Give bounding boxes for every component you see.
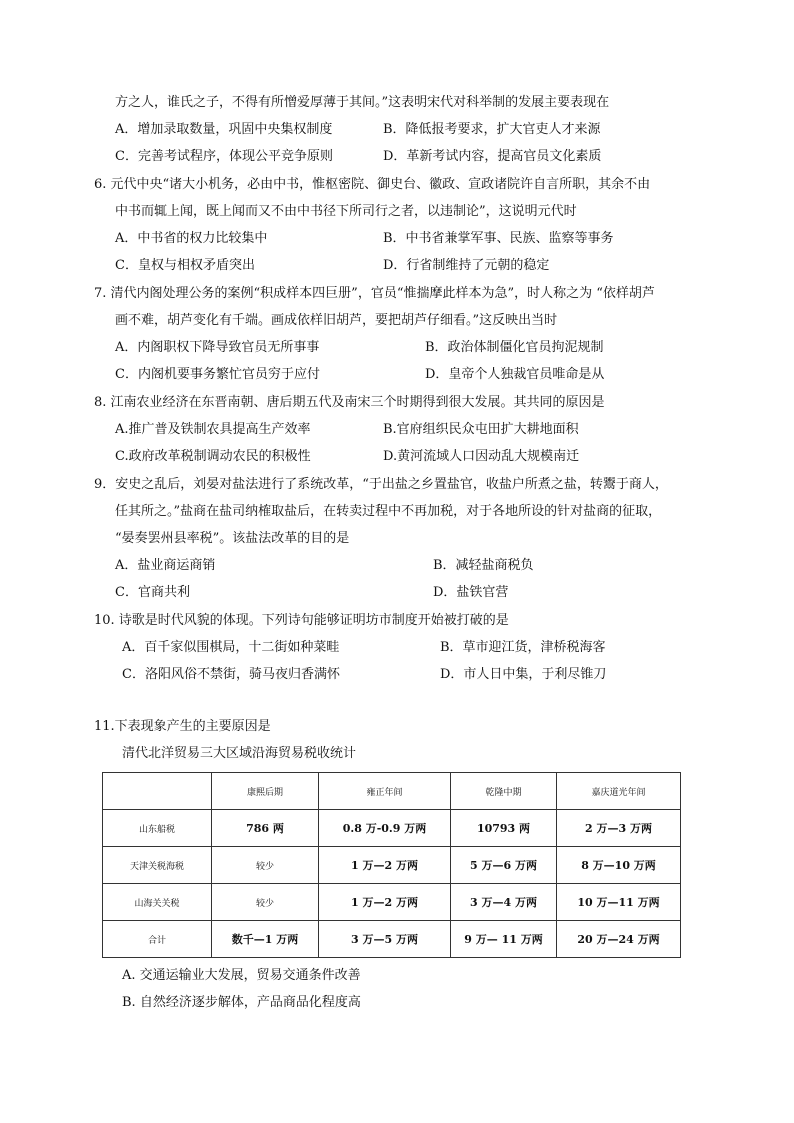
q7-stem-line1: 7. 清代内阁处理公务的案例“积成样本四巨册”，官员“惟揣摩此样本为急”，时人称之为 “依样胡芦 [94, 286, 655, 301]
table-cell: 786 两 [212, 810, 319, 847]
q5-option-a: A．增加录取数量，巩固中央集权制度 [115, 122, 333, 137]
q7-option-c: C．内阁机要事务繁忙官员穷于应付 [115, 367, 320, 382]
table-cell: 0.8 万-0.9 万两 [319, 810, 451, 847]
table-cell: 较少 [212, 884, 319, 921]
table-cell: 3 万—4 万两 [451, 884, 557, 921]
table-cell: 2 万—3 万两 [557, 810, 681, 847]
table-row [103, 810, 681, 847]
table-cell: 10793 两 [451, 810, 557, 847]
table-cell: 3 万—5 万两 [319, 921, 451, 958]
header-cell-qianlong: 乾隆中期 [451, 773, 557, 810]
q6-option-c: C．皇权与相权矛盾突出 [115, 258, 255, 273]
q7-option-d: D．皇帝个人独裁官员唯命是从 [425, 367, 605, 382]
table-header-row [103, 773, 681, 810]
table-cell: 较少 [212, 847, 319, 884]
table-cell: 1 万—2 万两 [319, 884, 451, 921]
q5-option-b: B．降低报考要求，扩大官吏人才来源 [383, 122, 601, 137]
q6-stem-line2: 中书而辄上闻，既上闻而又不由中书径下所司行之者，以违制论”，这说明元代时 [115, 204, 577, 219]
q9-stem-line2: 任其所之。”盐商在盐司纳榷取盐后，在转卖过程中不再加税，对于各地所设的针对盐商的征取， [115, 504, 662, 519]
table-cell: 9 万— 11 万两 [451, 921, 557, 958]
q8-option-a: A.推广普及铁制农具提高生产效率 [115, 422, 311, 437]
q10-option-d: D．市人日中集，于利尽锥刀 [440, 667, 607, 682]
q9-option-b: B．减轻盐商税负 [433, 558, 534, 573]
row-label: 天津关税海税 [103, 847, 212, 884]
q6-stem-line1: 6. 元代中央“诸大小机务，必由中书，惟枢密院、御史台、徽政、宣政诸院许自言所职，其余不由 [94, 177, 651, 192]
q8-option-b: B.官府组织民众屯田扩大耕地面积 [383, 422, 579, 437]
q11-stem: 11.下表现象产生的主要原因是 [94, 719, 271, 734]
row-label: 山海关关税 [103, 884, 212, 921]
table-cell: 5 万—6 万两 [451, 847, 557, 884]
q8-stem: 8. 江南农业经济在东晋南朝、唐后期五代及南宋三个时期得到很大发展。其共同的原因是 [94, 395, 605, 410]
q10-stem: 10. 诗歌是时代风貌的体现。下列诗句能够证明坊市制度开始被打破的是 [94, 613, 509, 628]
q6-option-b: B．中书省兼掌军事、民族、监察等事务 [383, 231, 614, 246]
table-cell: 数千—1 万两 [212, 921, 319, 958]
header-cell-kangxi: 康熙后期 [212, 773, 319, 810]
row-label: 合计 [103, 921, 212, 958]
q8-option-d: D.黄河流域人口因动乱大规模南迁 [383, 449, 580, 464]
q11-option-a: A. 交通运输业大发展，贸易交通条件改善 [122, 968, 361, 983]
q10-option-b: B．草市迎江货，津桥税海客 [440, 640, 606, 655]
table-row [103, 921, 681, 958]
q9-option-a: A．盐业商运商销 [115, 558, 216, 573]
q9-option-c: C．官商共利 [115, 585, 190, 600]
q7-option-a: A．内阁职权下降导致官员无所事事 [115, 340, 320, 355]
table-cell: 10 万—11 万两 [557, 884, 681, 921]
q10-option-c: C．洛阳风俗不禁街，骑马夜归香满怀 [122, 667, 340, 682]
header-cell-jiaqing-daoguang: 嘉庆道光年间 [557, 773, 681, 810]
table-title: 清代北洋贸易三大区域沿海贸易税收统计 [122, 746, 357, 761]
table-row [103, 847, 681, 884]
row-label: 山东船税 [103, 810, 212, 847]
table-cell: 20 万—24 万两 [557, 921, 681, 958]
q9-stem-line1: 9．安史之乱后，刘晏对盐法进行了系统改革，“于出盐之乡置盐官，收盐户所煮之盐，转鬻于商人， [94, 477, 668, 492]
header-cell-yongzheng: 雍正年间 [319, 773, 451, 810]
table-cell: 1 万—2 万两 [319, 847, 451, 884]
q7-stem-line2: 画不难，胡芦变化有千端。画成依样旧胡芦，要把胡芦仔细看。”这反映出当时 [115, 313, 558, 328]
q5-option-d: D．革新考试内容，提高官员文化素质 [383, 149, 602, 164]
q10-option-a: A．百千家似围棋局，十二街如种菜畦 [122, 640, 340, 655]
q5-option-c: C．完善考试程序，体现公平竞争原则 [115, 149, 333, 164]
q9-stem-line3: “晏奏罢州县率税”。该盐法改革的目的是 [115, 531, 350, 546]
q5-stem-continuation: 方之人，谁氏之子，不得有所憎爱厚薄于其间。”这表明宋代对科举制的发展主要表现在 [115, 95, 610, 110]
header-cell-empty [103, 773, 212, 810]
tax-statistics-table [102, 772, 681, 958]
q9-option-d: D．盐铁官营 [433, 585, 509, 600]
q6-option-a: A．中书省的权力比较集中 [115, 231, 268, 246]
q7-option-b: B．政治体制僵化官员拘泥规制 [425, 340, 604, 355]
table-cell: 8 万—10 万两 [557, 847, 681, 884]
q6-option-d: D．行省制维持了元朝的稳定 [383, 258, 550, 273]
q11-option-b: B. 自然经济逐步解体，产品商品化程度高 [122, 995, 361, 1010]
q8-option-c: C.政府改革税制调动农民的积极性 [115, 449, 311, 464]
table-row [103, 884, 681, 921]
